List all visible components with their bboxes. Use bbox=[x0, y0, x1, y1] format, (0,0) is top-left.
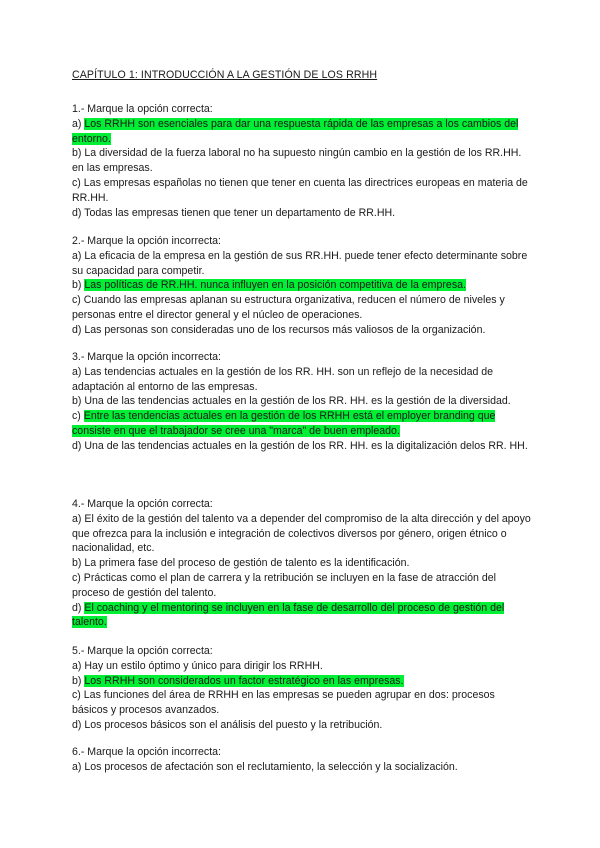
question-4 bbox=[72, 497, 532, 630]
option-text: Hay un estilo óptimo y único para dirigir los RRHH. bbox=[84, 659, 323, 672]
option-d bbox=[72, 601, 532, 631]
option-text: La primera fase del proceso de gestión de talento es la identificación. bbox=[84, 557, 410, 570]
option-prefix: c) bbox=[72, 176, 84, 189]
option-c bbox=[72, 571, 532, 601]
option-b bbox=[72, 146, 532, 176]
option-text: Los procesos de afectación son el reclutamiento, la selección y la socialización. bbox=[84, 760, 458, 773]
option-prefix: a) bbox=[72, 249, 85, 262]
option-a bbox=[72, 249, 532, 279]
option-d bbox=[72, 718, 532, 733]
question-6 bbox=[72, 745, 532, 775]
option-text: Las tendencias actuales en la gestión de los RR. HH. son un reflejo de la necesidad de adaptación al entorno de las empresas. bbox=[72, 365, 494, 393]
option-prefix: a) bbox=[72, 659, 85, 672]
option-a bbox=[72, 117, 532, 147]
question-2 bbox=[72, 234, 532, 338]
option-prefix: a) bbox=[72, 117, 85, 130]
option-prefix: b) bbox=[72, 147, 85, 160]
option-text: La diversidad de la fuerza laboral no ha supuesto ningún cambio en la gestión de los RR.HH. en las empresas. bbox=[72, 147, 522, 175]
option-b bbox=[72, 394, 532, 409]
question-stem: 5.- Marque la opción correcta: bbox=[72, 645, 213, 657]
question-5 bbox=[72, 644, 532, 733]
option-text: Una de las tendencias actuales en la gestión de los RR. HH. es la gestión de la diversidad. bbox=[84, 395, 511, 408]
highlighted-answer: Entre las tendencias actuales en la gestión de los RRHH está el employer branding que consiste en que el trabajador se cree una "marca" de buen empleado. bbox=[72, 410, 496, 437]
option-text: Todas las empresas tienen que tener un departamento de RR.HH. bbox=[84, 206, 396, 219]
option-text: Una de las tendencias actuales en la gestión de los RR. HH. es la digitalización delos RR. HH. bbox=[84, 439, 528, 452]
option-prefix: b) bbox=[72, 279, 85, 292]
question-stem: 3.- Marque la opción incorrecta: bbox=[72, 351, 221, 363]
highlighted-answer: Las políticas de RR.HH. nunca influyen en la posición competitiva de la empresa. bbox=[84, 279, 466, 292]
option-prefix: b) bbox=[72, 395, 85, 408]
option-prefix: d) bbox=[72, 323, 85, 336]
option-prefix: a) bbox=[72, 365, 85, 378]
option-text: El éxito de la gestión del talento va a depender del compromiso de la alta dirección y del apoyo que ofrezca para la inclusión e integración de colectivos diversos por género, origen étnico o nacionalidad, etc. bbox=[72, 512, 531, 555]
chapter-title: CAPÍTULO 1: INTRODUCCIÓN A LA GESTIÓN DE LOS RRHH bbox=[72, 69, 378, 81]
highlighted-answer: El coaching y el mentoring se incluyen en la fase de desarrollo del proceso de gestión del talento. bbox=[72, 601, 505, 629]
option-d bbox=[72, 206, 532, 221]
option-prefix: a) bbox=[72, 512, 85, 525]
option-c bbox=[72, 688, 532, 718]
option-prefix: d) bbox=[72, 206, 85, 219]
option-b bbox=[72, 278, 532, 293]
question-3 bbox=[72, 350, 532, 454]
question-stem: 6.- Marque la opción incorrecta: bbox=[72, 746, 221, 758]
option-b bbox=[72, 674, 532, 689]
option-a bbox=[72, 512, 532, 556]
option-prefix: b) bbox=[72, 557, 85, 570]
question-stem: 1.- Marque la opción correcta: bbox=[72, 103, 213, 115]
option-prefix: b) bbox=[72, 674, 85, 687]
highlighted-answer: Los RRHH son esenciales para dar una respuesta rápida de las empresas a los cambios del entorno. bbox=[72, 117, 519, 145]
option-prefix: d) bbox=[72, 439, 85, 452]
option-prefix: c) bbox=[72, 410, 84, 423]
option-d bbox=[72, 323, 532, 338]
option-c bbox=[72, 176, 532, 206]
option-prefix: c) bbox=[72, 294, 84, 307]
option-text: Cuando las empresas aplanan su estructura organizativa, reducen el número de niveles y personas entre el director general y el núcleo de operaciones. bbox=[72, 294, 505, 321]
option-text: Prácticas como el plan de carrera y la retribución se incluyen en la fase de atracción del proceso de gestión del talento. bbox=[72, 571, 496, 599]
option-d bbox=[72, 439, 532, 454]
option-text: Las funciones del área de RRHH en las empresas se pueden agrupar en dos: procesos básicos y procesos avanzados. bbox=[72, 689, 495, 717]
question-stem: 2.- Marque la opción incorrecta: bbox=[72, 235, 221, 247]
option-c bbox=[72, 409, 532, 439]
question-1 bbox=[72, 102, 532, 220]
option-prefix: d) bbox=[72, 601, 85, 614]
highlighted-answer: Los RRHH son considerados un factor estratégico en las empresas. bbox=[84, 674, 404, 687]
option-prefix: a) bbox=[72, 760, 85, 773]
question-stem: 4.- Marque la opción correcta: bbox=[72, 498, 213, 510]
option-text: Las personas son consideradas uno de los recursos más valiosos de la organización. bbox=[84, 323, 486, 336]
option-a bbox=[72, 365, 532, 395]
option-c bbox=[72, 293, 532, 323]
option-prefix: c) bbox=[72, 571, 84, 584]
option-prefix: d) bbox=[72, 718, 85, 731]
option-a bbox=[72, 760, 532, 775]
option-text: Las empresas españolas no tienen que tener en cuenta las directrices europeas en materia de RR.HH. bbox=[72, 176, 528, 204]
option-b bbox=[72, 556, 532, 571]
option-text: La eficacia de la empresa en la gestión de sus RR.HH. puede tener efecto determinante sobre su capacidad para competir. bbox=[72, 249, 528, 277]
option-text: Los procesos básicos son el análisis del puesto y la retribución. bbox=[84, 718, 383, 731]
option-prefix: c) bbox=[72, 689, 84, 702]
option-a bbox=[72, 659, 532, 674]
